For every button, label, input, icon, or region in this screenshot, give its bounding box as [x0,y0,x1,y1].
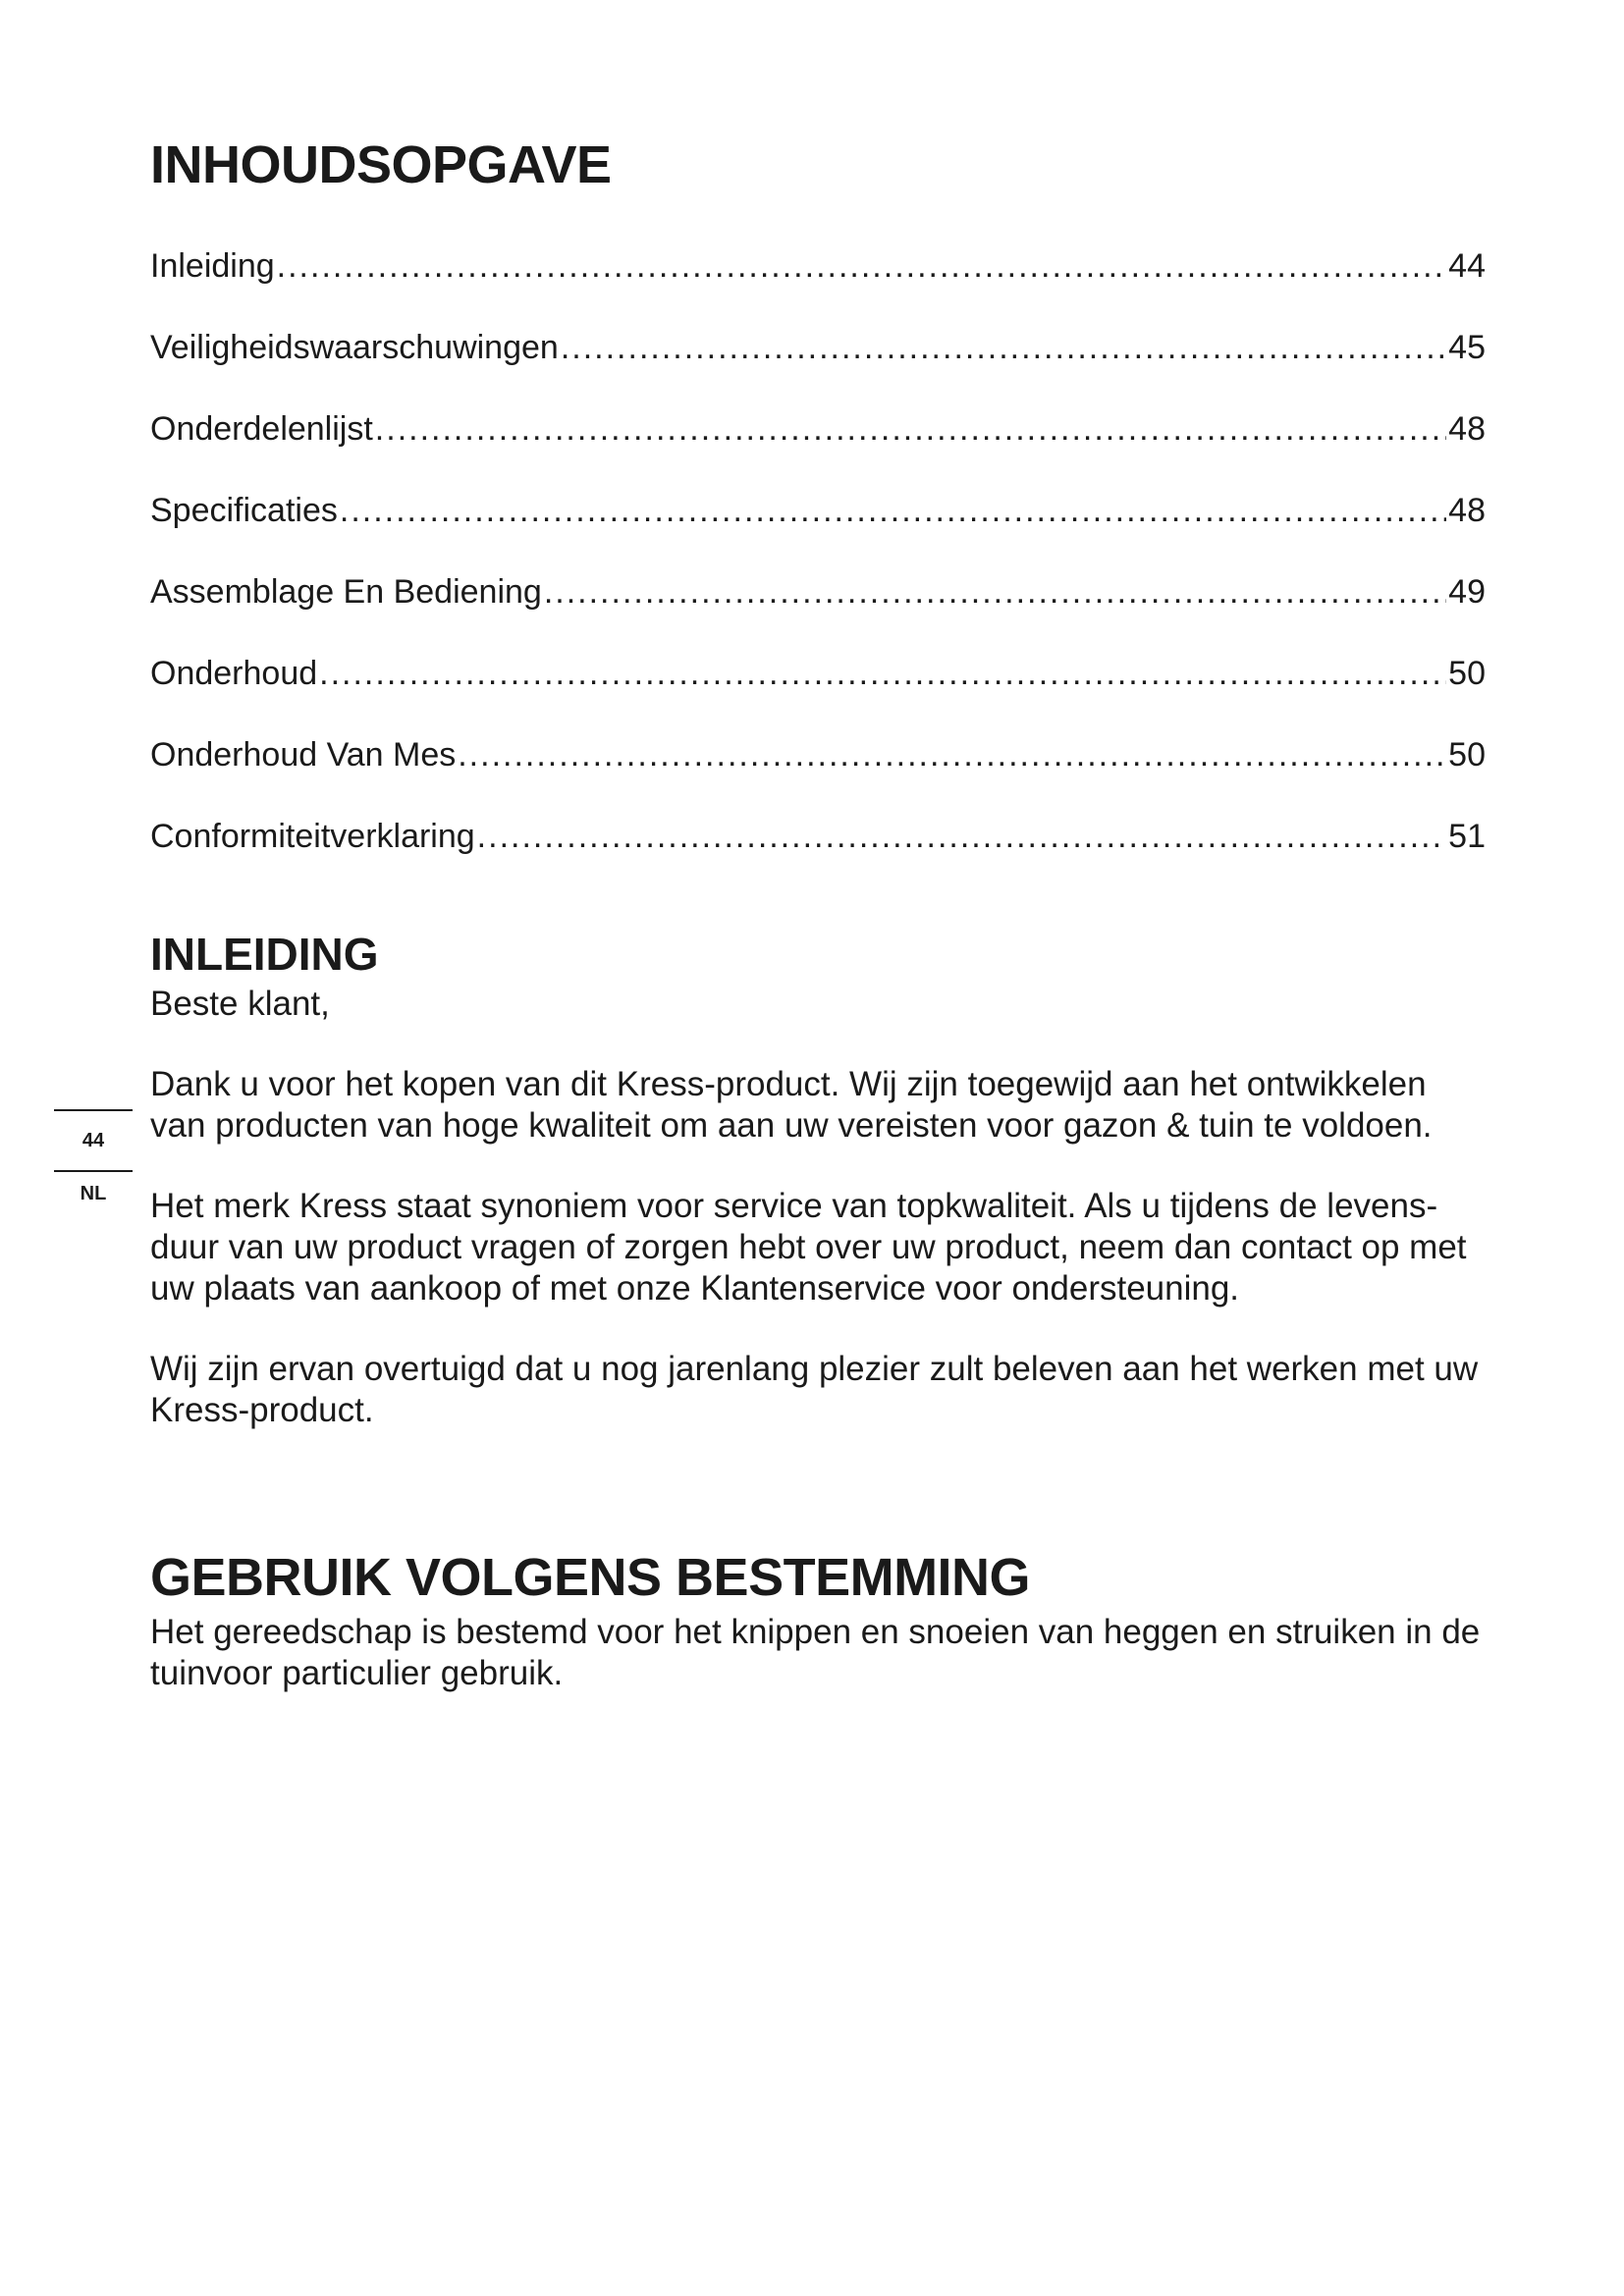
toc-entry-label: Veiligheidswaarschuwingen [150,329,559,366]
toc-entry[interactable] [150,389,1486,470]
toc-entry-label: Specificaties [150,492,338,529]
page-side-marker [54,1109,133,1215]
page-number: 44 [81,1130,105,1151]
toc-entry-page: 48 [1448,492,1486,529]
toc-entry-label: Onderdelenlijst [150,410,373,448]
toc-entry[interactable] [150,307,1486,389]
toc-dot-leader [561,307,1446,389]
intro-section [150,925,1486,1431]
toc-dot-leader [375,389,1446,470]
toc-title: INHOUDSOPGAVE [150,135,612,194]
toc-entry[interactable] [150,552,1486,633]
usage-heading: GEBRUIK VOLGENS BESTEMMING [150,1548,1031,1607]
toc-entry[interactable] [150,715,1486,796]
toc-entry-page: 50 [1448,655,1486,692]
toc-entry-page: 45 [1448,329,1486,366]
toc-entry[interactable] [150,226,1486,307]
toc-dot-leader [477,796,1447,878]
toc-entry-label: Onderhoud Van Mes [150,736,457,774]
language-label: NL [80,1183,107,1204]
intro-paragraph: Het merk Kress staat synoniem voor service van topkwaliteit. Als u tijdens de levens-duur van uw product vragen of zorgen hebt over uw product, neem dan contact op met uw plaats van aankoop of met onze Klantenservice voor ondersteuning. [150,1187,1467,1308]
intro-paragraph: Wij zijn ervan overtuigd dat u nog jarenlang plezier zult beleven aan het werken met uw Kress-product. [150,1350,1479,1429]
page-content [150,130,1486,1694]
intro-heading: INLEIDING [150,929,379,980]
toc-dot-leader [458,715,1446,796]
toc-list [150,226,1486,878]
toc-entry[interactable] [150,796,1486,878]
toc-dot-leader [544,552,1446,633]
toc-entry-label: Conformiteitverklaring [150,818,475,855]
intro-paragraph: Dank u voor het kopen van dit Kress-product. Wij zijn toegewijd aan het ontwikkelen van producten van hoge kwaliteit om aan uw vereisten voor gazon & tuin te voldoen. [150,1065,1433,1145]
toc-entry[interactable] [150,470,1486,552]
toc-entry[interactable] [150,633,1486,715]
table-of-contents [150,130,1486,878]
toc-entry-page: 49 [1448,573,1486,611]
toc-dot-leader [277,226,1447,307]
toc-entry-label: Inleiding [150,247,275,285]
toc-entry-label: Onderhoud [150,655,318,692]
usage-section [150,1545,1486,1694]
toc-entry-page: 44 [1448,247,1486,285]
toc-entry-label: Assemblage En Bediening [150,573,542,611]
toc-entry-page: 48 [1448,410,1486,448]
toc-entry-page: 51 [1448,818,1486,855]
usage-text: Het gereedschap is bestemd voor het knippen en snoeien van heggen en struiken in de tuinvoor particulier gebruik. [150,1613,1481,1692]
toc-dot-leader [340,470,1446,552]
toc-dot-leader [319,633,1446,715]
toc-entry-page: 50 [1448,736,1486,774]
intro-greeting: Beste klant, [150,985,330,1023]
